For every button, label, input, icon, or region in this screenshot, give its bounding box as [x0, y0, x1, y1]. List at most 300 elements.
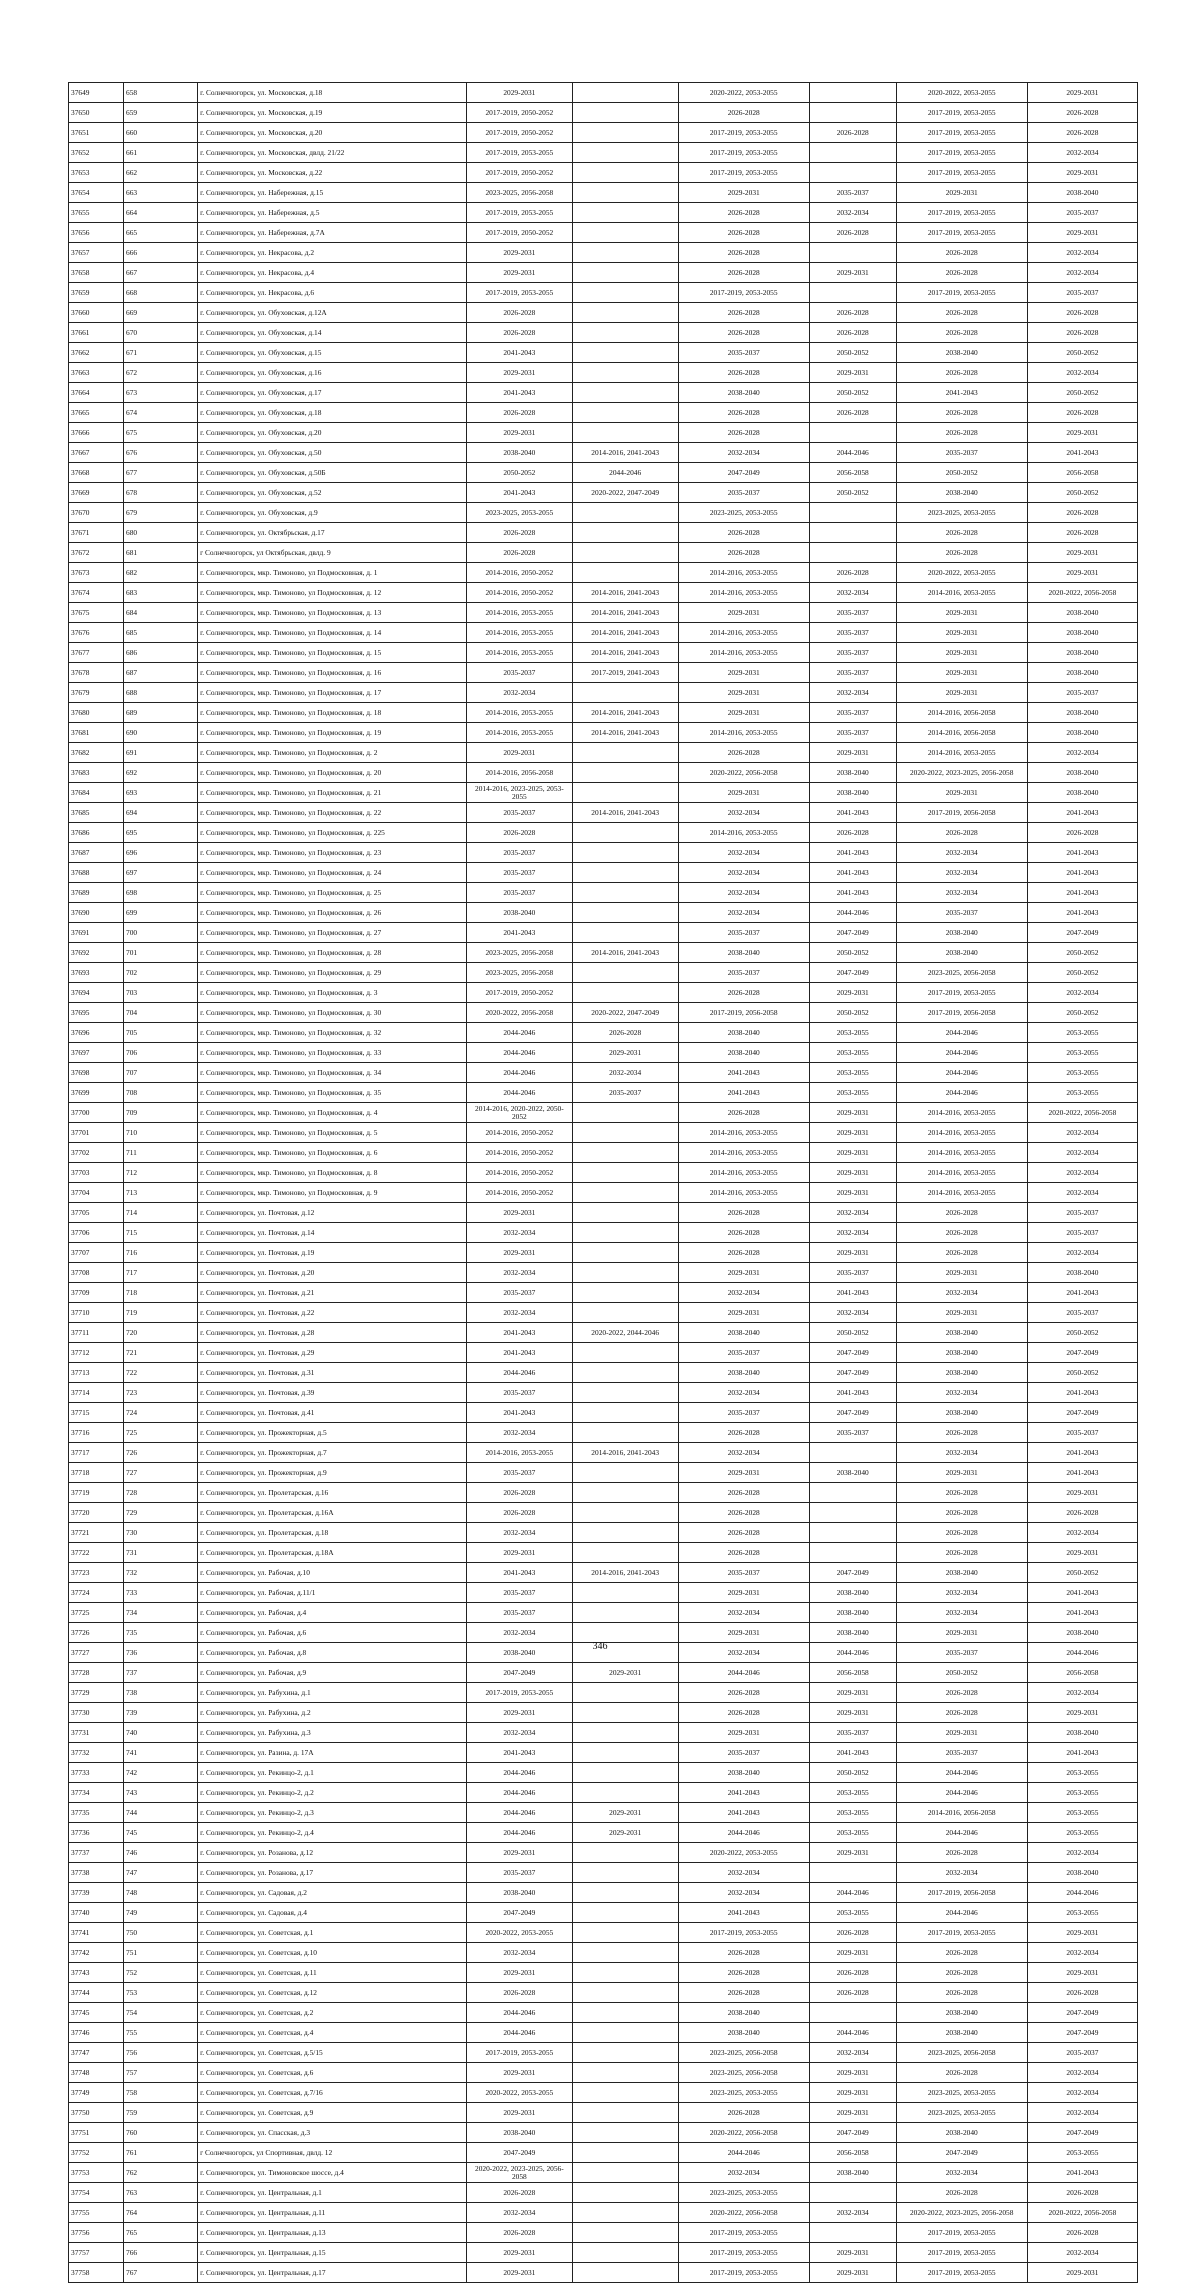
- table-row: [69, 1123, 1138, 1143]
- row-number-cell: 692: [124, 763, 198, 783]
- period-cell-3: 2035-2037: [678, 1563, 809, 1583]
- period-cell-5: 2032-2034: [896, 1383, 1027, 1403]
- period-cell-1: 2017-2019, 2050-2052: [466, 983, 572, 1003]
- row-number-cell: 666: [124, 243, 198, 263]
- row-number-cell: 659: [124, 103, 198, 123]
- period-cell-5: 2038-2040: [896, 1363, 1027, 1383]
- period-cell-6: 2050-2052: [1027, 343, 1137, 363]
- record-id-cell: 37739: [69, 1883, 124, 1903]
- period-cell-1: 2032-2034: [466, 1303, 572, 1323]
- table-row: [69, 323, 1138, 343]
- period-cell-6: 2026-2028: [1027, 123, 1137, 143]
- record-id-cell: 37728: [69, 1663, 124, 1683]
- row-number-cell: 678: [124, 483, 198, 503]
- period-cell-5: 2020-2022, 2053-2055: [896, 563, 1027, 583]
- period-cell-2: [572, 2103, 678, 2123]
- address-cell: г. Солнечногорск, ул. Центральная, д.13: [198, 2223, 467, 2243]
- period-cell-5: 2032-2034: [896, 1443, 1027, 1463]
- period-cell-3: 2029-2031: [678, 783, 809, 803]
- record-id-cell: 37692: [69, 943, 124, 963]
- address-cell: г. Солнечногорск, ул. Центральная, д.17: [198, 2263, 467, 2283]
- row-number-cell: 704: [124, 1003, 198, 1023]
- row-number-cell: 755: [124, 2023, 198, 2043]
- period-cell-5: 2029-2031: [896, 1723, 1027, 1743]
- row-number-cell: 677: [124, 463, 198, 483]
- period-cell-1: 2044-2046: [466, 2023, 572, 2043]
- period-cell-1: 2041-2043: [466, 1343, 572, 1363]
- record-id-cell: 37707: [69, 1243, 124, 1263]
- row-number-cell: 706: [124, 1043, 198, 1063]
- record-id-cell: 37757: [69, 2243, 124, 2263]
- period-cell-1: 2041-2043: [466, 1563, 572, 1583]
- row-number-cell: 743: [124, 1783, 198, 1803]
- record-id-cell: 37671: [69, 523, 124, 543]
- period-cell-1: 2029-2031: [466, 1543, 572, 1563]
- period-cell-3: 2026-2028: [678, 1943, 809, 1963]
- period-cell-5: 2026-2028: [896, 1843, 1027, 1863]
- address-cell: г. Солнечногорск, ул. Рекинцо-2, д.3: [198, 1803, 467, 1823]
- table-row: [69, 543, 1138, 563]
- period-cell-2: [572, 1983, 678, 2003]
- period-cell-4: 2047-2049: [809, 923, 896, 943]
- table-row: [69, 203, 1138, 223]
- table-row: [69, 1823, 1138, 1843]
- row-number-cell: 735: [124, 1623, 198, 1643]
- period-cell-1: 2014-2016, 2050-2052: [466, 583, 572, 603]
- period-cell-3: 2038-2040: [678, 2003, 809, 2023]
- record-id-cell: 37669: [69, 483, 124, 503]
- period-cell-1: 2026-2028: [466, 323, 572, 343]
- period-cell-1: 2014-2016, 2020-2022, 2050-2052: [466, 1103, 572, 1123]
- address-cell: г. Солнечногорск, ул. Пролетарская, д.16А: [198, 1503, 467, 1523]
- period-cell-1: 2026-2028: [466, 1983, 572, 2003]
- period-cell-5: 2029-2031: [896, 683, 1027, 703]
- period-cell-5: 2032-2034: [896, 883, 1027, 903]
- period-cell-5: 2032-2034: [896, 1583, 1027, 1603]
- period-cell-5: 2023-2025, 2053-2055: [896, 503, 1027, 523]
- period-cell-1: 2026-2028: [466, 523, 572, 543]
- period-cell-6: 2026-2028: [1027, 503, 1137, 523]
- period-cell-3: 2014-2016, 2053-2055: [678, 1143, 809, 1163]
- period-cell-4: 2035-2037: [809, 663, 896, 683]
- period-cell-1: 2014-2016, 2050-2052: [466, 563, 572, 583]
- period-cell-6: 2047-2049: [1027, 2023, 1137, 2043]
- record-id-cell: 37679: [69, 683, 124, 703]
- row-number-cell: 737: [124, 1663, 198, 1683]
- period-cell-2: [572, 1123, 678, 1143]
- period-cell-6: 2032-2034: [1027, 243, 1137, 263]
- period-cell-4: [809, 423, 896, 443]
- period-cell-4: 2047-2049: [809, 1563, 896, 1583]
- period-cell-3: 2029-2031: [678, 1623, 809, 1643]
- period-cell-4: 2038-2040: [809, 1583, 896, 1603]
- period-cell-3: 2014-2016, 2053-2055: [678, 823, 809, 843]
- row-number-cell: 676: [124, 443, 198, 463]
- period-cell-1: 2035-2037: [466, 843, 572, 863]
- period-cell-5: 2026-2028: [896, 1483, 1027, 1503]
- period-cell-5: 2044-2046: [896, 1823, 1027, 1843]
- period-cell-5: 2038-2040: [896, 483, 1027, 503]
- record-id-cell: 37703: [69, 1163, 124, 1183]
- period-cell-6: 2053-2055: [1027, 1903, 1137, 1923]
- period-cell-4: 2026-2028: [809, 1983, 896, 2003]
- period-cell-3: 2026-2028: [678, 263, 809, 283]
- period-cell-4: 2029-2031: [809, 363, 896, 383]
- period-cell-5: 2026-2028: [896, 2063, 1027, 2083]
- period-cell-2: [572, 1403, 678, 1423]
- period-cell-6: 2038-2040: [1027, 1863, 1137, 1883]
- period-cell-4: 2032-2034: [809, 1203, 896, 1223]
- period-cell-1: 2044-2046: [466, 1803, 572, 1823]
- record-id-cell: 37753: [69, 2163, 124, 2183]
- period-cell-4: 2050-2052: [809, 483, 896, 503]
- period-cell-4: 2029-2031: [809, 2063, 896, 2083]
- row-number-cell: 752: [124, 1963, 198, 1983]
- address-cell: г. Солнечногорск, мкр. Тимоново, ул Подмосковная, д. 33: [198, 1043, 467, 1063]
- record-id-cell: 37670: [69, 503, 124, 523]
- record-id-cell: 37741: [69, 1923, 124, 1943]
- period-cell-4: 2032-2034: [809, 2203, 896, 2223]
- period-cell-2: 2014-2016, 2041-2043: [572, 943, 678, 963]
- period-cell-2: [572, 903, 678, 923]
- period-cell-5: 2044-2046: [896, 1043, 1027, 1063]
- record-id-cell: 37655: [69, 203, 124, 223]
- table-row: [69, 743, 1138, 763]
- row-number-cell: 682: [124, 563, 198, 583]
- period-cell-1: 2029-2031: [466, 1703, 572, 1723]
- table-row: [69, 1903, 1138, 1923]
- period-cell-6: 2038-2040: [1027, 663, 1137, 683]
- period-cell-3: 2032-2034: [678, 443, 809, 463]
- address-cell: г. Солнечногорск, ул. Некрасова, д.2: [198, 243, 467, 263]
- period-cell-6: 2032-2034: [1027, 1183, 1137, 1203]
- period-cell-2: [572, 1623, 678, 1643]
- record-id-cell: 37731: [69, 1723, 124, 1743]
- row-number-cell: 766: [124, 2243, 198, 2263]
- period-cell-4: 2053-2055: [809, 1043, 896, 1063]
- address-cell: г. Солнечногорск, мкр. Тимоново, ул Подмосковная, д. 32: [198, 1023, 467, 1043]
- period-cell-5: 2026-2028: [896, 1423, 1027, 1443]
- record-id-cell: 37745: [69, 2003, 124, 2023]
- period-cell-3: 2026-2028: [678, 523, 809, 543]
- period-cell-6: 2035-2037: [1027, 1203, 1137, 1223]
- period-cell-6: 2035-2037: [1027, 683, 1137, 703]
- table-row: [69, 803, 1138, 823]
- row-number-cell: 762: [124, 2163, 198, 2183]
- record-id-cell: 37659: [69, 283, 124, 303]
- row-number-cell: 708: [124, 1083, 198, 1103]
- period-cell-5: 2026-2028: [896, 423, 1027, 443]
- record-id-cell: 37756: [69, 2223, 124, 2243]
- address-cell: г. Солнечногорск, ул. Набережная, д.5: [198, 203, 467, 223]
- period-cell-4: 2044-2046: [809, 903, 896, 923]
- address-cell: г. Солнечногорск, ул. Московская, двлд. 21/22: [198, 143, 467, 163]
- period-cell-6: 2038-2040: [1027, 1723, 1137, 1743]
- period-cell-4: 2038-2040: [809, 2163, 896, 2183]
- row-number-cell: 667: [124, 263, 198, 283]
- address-cell: г. Солнечногорск, ул. Рабухина, д.2: [198, 1703, 467, 1723]
- record-id-cell: 37742: [69, 1943, 124, 1963]
- period-cell-2: [572, 183, 678, 203]
- period-cell-6: 2032-2034: [1027, 1683, 1137, 1703]
- period-cell-4: 2050-2052: [809, 1763, 896, 1783]
- period-cell-6: 2044-2046: [1027, 1643, 1137, 1663]
- period-cell-6: 2053-2055: [1027, 1783, 1137, 1803]
- record-id-cell: 37688: [69, 863, 124, 883]
- period-cell-4: 2029-2031: [809, 2263, 896, 2283]
- record-id-cell: 37738: [69, 1863, 124, 1883]
- row-number-cell: 684: [124, 603, 198, 623]
- period-cell-4: 2026-2028: [809, 1963, 896, 1983]
- record-id-cell: 37750: [69, 2103, 124, 2123]
- record-id-cell: 37673: [69, 563, 124, 583]
- period-cell-4: 2035-2037: [809, 723, 896, 743]
- period-cell-6: 2032-2034: [1027, 363, 1137, 383]
- period-cell-5: 2017-2019, 2053-2055: [896, 123, 1027, 143]
- table-row: [69, 1663, 1138, 1683]
- period-cell-4: 2029-2031: [809, 1243, 896, 1263]
- record-id-cell: 37751: [69, 2123, 124, 2143]
- period-cell-2: [572, 1383, 678, 1403]
- address-cell: г. Солнечногорск, ул. Московская, д.22: [198, 163, 467, 183]
- row-number-cell: 685: [124, 623, 198, 643]
- period-cell-1: 2044-2046: [466, 1763, 572, 1783]
- table-row: [69, 1863, 1138, 1883]
- address-cell: г. Солнечногорск, ул. Пролетарская, д.18: [198, 1523, 467, 1543]
- row-number-cell: 723: [124, 1383, 198, 1403]
- period-cell-2: [572, 863, 678, 883]
- period-cell-3: 2017-2019, 2053-2055: [678, 2263, 809, 2283]
- period-cell-2: [572, 103, 678, 123]
- period-cell-3: 2038-2040: [678, 383, 809, 403]
- period-cell-2: [572, 823, 678, 843]
- period-cell-5: 2023-2025, 2053-2055: [896, 2103, 1027, 2123]
- period-cell-6: 2026-2028: [1027, 103, 1137, 123]
- period-cell-6: 2032-2034: [1027, 143, 1137, 163]
- period-cell-5: 2032-2034: [896, 1283, 1027, 1303]
- period-cell-2: [572, 523, 678, 543]
- period-cell-3: 2029-2031: [678, 183, 809, 203]
- period-cell-1: 2023-2025, 2053-2055: [466, 503, 572, 523]
- row-number-cell: 681: [124, 543, 198, 563]
- period-cell-4: 2050-2052: [809, 943, 896, 963]
- period-cell-5: 2026-2028: [896, 1983, 1027, 2003]
- table-row: [69, 1363, 1138, 1383]
- address-cell: г. Солнечногорск, ул. Московская, д.20: [198, 123, 467, 143]
- row-number-cell: 702: [124, 963, 198, 983]
- period-cell-3: 2032-2034: [678, 1383, 809, 1403]
- period-cell-1: 2014-2016, 2056-2058: [466, 763, 572, 783]
- period-cell-4: 2035-2037: [809, 703, 896, 723]
- row-number-cell: 720: [124, 1323, 198, 1343]
- table-row: [69, 583, 1138, 603]
- period-cell-4: 2056-2058: [809, 463, 896, 483]
- table-row: [69, 2203, 1138, 2223]
- period-cell-5: 2029-2031: [896, 783, 1027, 803]
- row-number-cell: 738: [124, 1683, 198, 1703]
- address-cell: г. Солнечногорск, ул. Обуховская, д.50: [198, 443, 467, 463]
- period-cell-2: [572, 1523, 678, 1543]
- address-cell: г. Солнечногорск, ул. Почтовая, д.28: [198, 1323, 467, 1343]
- table-body: [69, 83, 1138, 2283]
- row-number-cell: 698: [124, 883, 198, 903]
- period-cell-4: 2032-2034: [809, 683, 896, 703]
- period-cell-1: 2029-2031: [466, 363, 572, 383]
- record-id-cell: 37672: [69, 543, 124, 563]
- period-cell-6: 2020-2022, 2056-2058: [1027, 2203, 1137, 2223]
- period-cell-3: 2032-2034: [678, 1643, 809, 1663]
- period-cell-2: [572, 1243, 678, 1263]
- period-cell-2: [572, 1883, 678, 1903]
- period-cell-3: 2026-2028: [678, 1103, 809, 1123]
- address-cell: г. Солнечногорск, ул. Почтовая, д.39: [198, 1383, 467, 1403]
- period-cell-1: 2035-2037: [466, 1603, 572, 1623]
- period-cell-6: 2053-2055: [1027, 1063, 1137, 1083]
- period-cell-2: [572, 983, 678, 1003]
- record-id-cell: 37754: [69, 2183, 124, 2203]
- period-cell-6: 2032-2034: [1027, 2103, 1137, 2123]
- period-cell-2: [572, 403, 678, 423]
- period-cell-4: 2047-2049: [809, 1403, 896, 1423]
- record-id-cell: 37718: [69, 1463, 124, 1483]
- address-cell: г. Солнечногорск, ул. Рабочая, д.6: [198, 1623, 467, 1643]
- period-cell-6: 2026-2028: [1027, 1983, 1137, 2003]
- period-cell-1: 2014-2016, 2050-2052: [466, 1163, 572, 1183]
- row-number-cell: 739: [124, 1703, 198, 1723]
- row-number-cell: 722: [124, 1363, 198, 1383]
- row-number-cell: 765: [124, 2223, 198, 2243]
- period-cell-3: 2029-2031: [678, 1463, 809, 1483]
- period-cell-2: [572, 843, 678, 863]
- period-cell-6: 2038-2040: [1027, 783, 1137, 803]
- table-row: [69, 1563, 1138, 1583]
- table-row: [69, 523, 1138, 543]
- address-cell: г. Солнечногорск, мкр. Тимоново, ул Подмосковная, д. 3: [198, 983, 467, 1003]
- row-number-cell: 699: [124, 903, 198, 923]
- period-cell-5: 2014-2016, 2053-2055: [896, 1143, 1027, 1163]
- table-row: [69, 1443, 1138, 1463]
- row-number-cell: 732: [124, 1563, 198, 1583]
- address-cell: г. Солнечногорск, мкр. Тимоново, ул Подмосковная, д. 23: [198, 843, 467, 863]
- table-row: [69, 2103, 1138, 2123]
- record-id-cell: 37660: [69, 303, 124, 323]
- period-cell-4: [809, 1443, 896, 1463]
- row-number-cell: 757: [124, 2063, 198, 2083]
- address-cell: г. Солнечногорск, ул. Садовая, д.2: [198, 1883, 467, 1903]
- period-cell-2: [572, 1603, 678, 1623]
- table-row: [69, 1283, 1138, 1303]
- address-cell: г. Солнечногорск, ул. Советская, д.11: [198, 1963, 467, 1983]
- table-row: [69, 603, 1138, 623]
- period-cell-5: 2044-2046: [896, 1763, 1027, 1783]
- address-cell: г. Солнечногорск, ул. Рабочая, д.4: [198, 1603, 467, 1623]
- period-cell-6: 2041-2043: [1027, 1443, 1137, 1463]
- period-cell-3: 2020-2022, 2053-2055: [678, 83, 809, 103]
- row-number-cell: 670: [124, 323, 198, 343]
- period-cell-4: 2053-2055: [809, 1083, 896, 1103]
- period-cell-2: [572, 503, 678, 523]
- period-cell-1: 2029-2031: [466, 263, 572, 283]
- period-cell-1: 2017-2019, 2053-2055: [466, 2043, 572, 2063]
- period-cell-1: 2017-2019, 2050-2052: [466, 163, 572, 183]
- period-cell-2: [572, 1463, 678, 1483]
- period-cell-2: [572, 543, 678, 563]
- address-cell: г. Солнечногорск, ул. Почтовая, д.19: [198, 1243, 467, 1263]
- table-row: [69, 1523, 1138, 1543]
- period-cell-5: 2014-2016, 2053-2055: [896, 1103, 1027, 1123]
- period-cell-2: [572, 2143, 678, 2163]
- table-row: [69, 183, 1138, 203]
- period-cell-5: 2017-2019, 2053-2055: [896, 1923, 1027, 1943]
- table-row: [69, 1603, 1138, 1623]
- period-cell-2: [572, 1763, 678, 1783]
- period-cell-2: [572, 2263, 678, 2283]
- period-cell-4: 2050-2052: [809, 383, 896, 403]
- period-cell-6: 2035-2037: [1027, 283, 1137, 303]
- period-cell-2: [572, 1363, 678, 1383]
- period-cell-5: 2023-2025, 2056-2058: [896, 2043, 1027, 2063]
- period-cell-4: 2050-2052: [809, 1003, 896, 1023]
- period-cell-6: 2029-2031: [1027, 1483, 1137, 1503]
- record-id-cell: 37706: [69, 1223, 124, 1243]
- period-cell-3: 2017-2019, 2053-2055: [678, 123, 809, 143]
- period-cell-3: 2026-2028: [678, 1243, 809, 1263]
- period-cell-6: 2038-2040: [1027, 763, 1137, 783]
- period-cell-3: 2026-2028: [678, 223, 809, 243]
- row-number-cell: 715: [124, 1223, 198, 1243]
- period-cell-1: 2029-2031: [466, 423, 572, 443]
- record-id-cell: 37710: [69, 1303, 124, 1323]
- period-cell-2: [572, 2023, 678, 2043]
- table-row: [69, 783, 1138, 803]
- record-id-cell: 37701: [69, 1123, 124, 1143]
- row-number-cell: 705: [124, 1023, 198, 1043]
- period-cell-4: [809, 503, 896, 523]
- period-cell-6: 2038-2040: [1027, 1623, 1137, 1643]
- period-cell-5: 2014-2016, 2056-2058: [896, 723, 1027, 743]
- row-number-cell: 675: [124, 423, 198, 443]
- period-cell-6: 2032-2034: [1027, 1143, 1137, 1163]
- period-cell-2: [572, 2163, 678, 2183]
- period-cell-6: 2032-2034: [1027, 1123, 1137, 1143]
- table-row: [69, 883, 1138, 903]
- period-cell-1: 2038-2040: [466, 1883, 572, 1903]
- address-cell: г. Солнечногорск, ул. Обуховская, д.16: [198, 363, 467, 383]
- address-cell: г. Солнечногорск, ул. Почтовая, д.41: [198, 1403, 467, 1423]
- table-row: [69, 963, 1138, 983]
- table-row: [69, 463, 1138, 483]
- table-row: [69, 1883, 1138, 1903]
- period-cell-2: 2029-2031: [572, 1663, 678, 1683]
- period-cell-4: 2029-2031: [809, 263, 896, 283]
- address-cell: г. Солнечногорск, ул. Прожекторная, д.9: [198, 1463, 467, 1483]
- row-number-cell: 760: [124, 2123, 198, 2143]
- record-id-cell: 37656: [69, 223, 124, 243]
- table-row: [69, 1583, 1138, 1603]
- period-cell-6: 2038-2040: [1027, 723, 1137, 743]
- period-cell-4: 2038-2040: [809, 783, 896, 803]
- record-id-cell: 37694: [69, 983, 124, 1003]
- record-id-cell: 37733: [69, 1763, 124, 1783]
- record-id-cell: 37732: [69, 1743, 124, 1763]
- record-id-cell: 37735: [69, 1803, 124, 1823]
- address-cell: г. Солнечногорск, мкр. Тимоново, ул Подмосковная, д. 20: [198, 763, 467, 783]
- period-cell-2: 2044-2046: [572, 463, 678, 483]
- row-number-cell: 711: [124, 1143, 198, 1163]
- table-row: [69, 763, 1138, 783]
- period-cell-6: 2053-2055: [1027, 1803, 1137, 1823]
- address-cell: г. Солнечногорск, мкр. Тимоново, ул Подмосковная, д. 15: [198, 643, 467, 663]
